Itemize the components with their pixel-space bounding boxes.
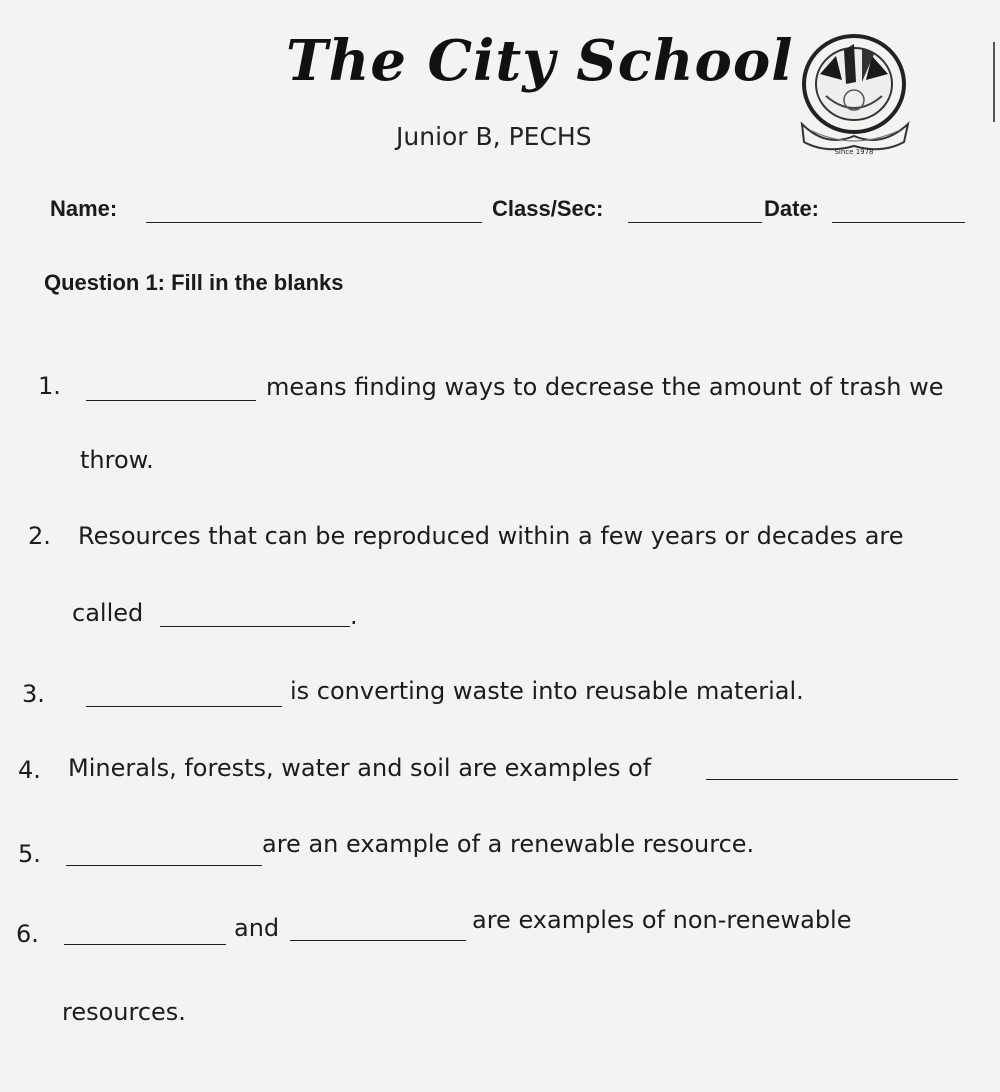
- question-text-end: .: [350, 602, 358, 630]
- school-title: The City School: [286, 28, 794, 94]
- question-number: 5.: [18, 840, 41, 868]
- question-number: 3.: [22, 680, 45, 708]
- page-edge-mark: [993, 42, 995, 122]
- question-text: are an example of a renewable resource.: [262, 830, 755, 858]
- class-sec-label: Class/Sec:: [492, 196, 604, 221]
- answer-blank[interactable]: [86, 706, 282, 707]
- question-connector: and: [234, 914, 280, 942]
- answer-blank[interactable]: [66, 865, 262, 866]
- question-text: are examples of non-renewable: [472, 906, 852, 934]
- question-text: Minerals, forests, water and soil are examples of: [68, 754, 652, 782]
- date-field[interactable]: [832, 222, 965, 223]
- answer-blank-2[interactable]: [290, 940, 466, 941]
- section-heading: Question 1: Fill in the blanks: [44, 270, 344, 295]
- question-text: Resources that can be reproduced within a few years or decades are: [78, 522, 904, 550]
- question-text: is converting waste into reusable material.: [290, 677, 804, 705]
- question-text-continuation: resources.: [62, 998, 186, 1026]
- question-number: 6.: [16, 920, 39, 948]
- name-field[interactable]: [146, 222, 482, 223]
- crest-caption: Since 1978: [834, 148, 874, 156]
- question-number: 4.: [18, 756, 41, 784]
- student-info-row: [50, 196, 965, 228]
- question-number: 2.: [28, 522, 51, 550]
- branch-name: Junior B, PECHS: [396, 122, 592, 151]
- answer-blank[interactable]: [706, 779, 958, 780]
- answer-blank[interactable]: [86, 400, 256, 401]
- question-text-continuation: called: [72, 599, 144, 627]
- question-number: 1.: [38, 372, 61, 400]
- class-sec-field[interactable]: [628, 222, 762, 223]
- answer-blank-1[interactable]: [64, 944, 226, 945]
- answer-blank[interactable]: [160, 626, 350, 627]
- school-crest-icon: [796, 24, 918, 158]
- question-text-continuation: throw.: [80, 446, 154, 474]
- date-label: Date:: [764, 196, 820, 221]
- question-text: means finding ways to decrease the amount of trash we: [266, 373, 944, 401]
- name-label: Name:: [50, 196, 118, 221]
